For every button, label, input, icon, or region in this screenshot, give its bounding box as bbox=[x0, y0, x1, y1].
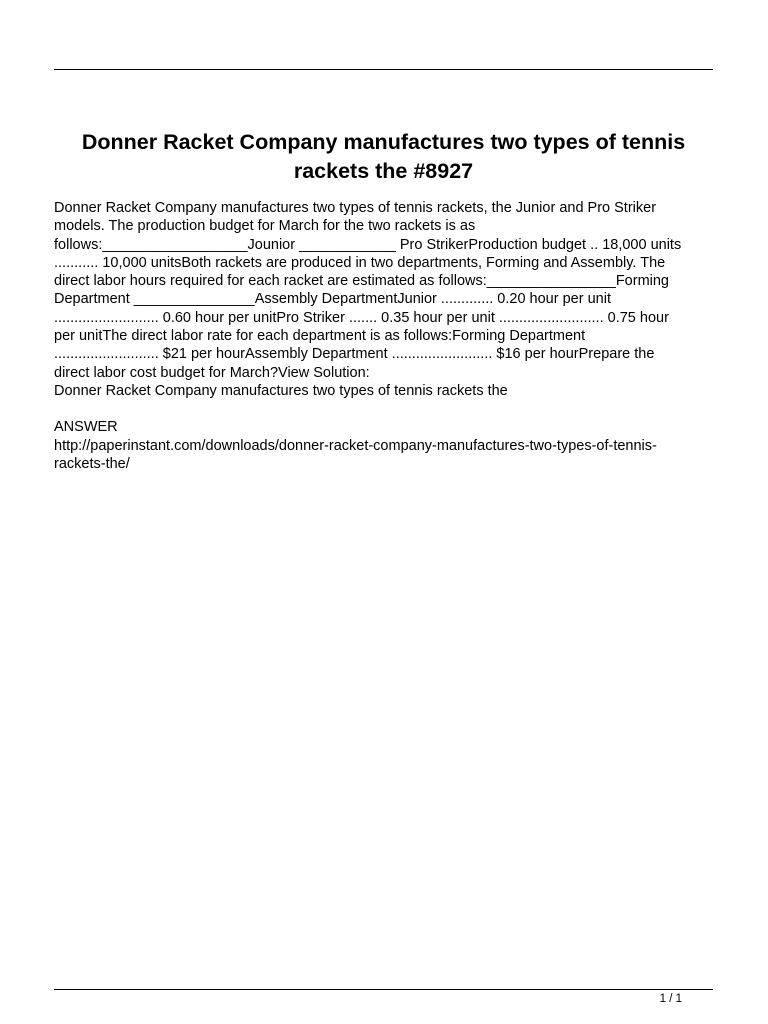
body-line: .......................... 0.60 hour per unitPro Striker ....... 0.35 hour per unit .......................... 0.75 hour bbox=[54, 309, 669, 326]
body-line: follows:__________________Jounior ____________ Pro StrikerProduction budget .. 18,000 units bbox=[54, 236, 682, 253]
body-line: models. The production budget for March for the two rackets is as bbox=[54, 218, 476, 235]
body-line: direct labor cost budget for March?View Solution: bbox=[54, 364, 370, 381]
body-line: ........... 10,000 unitsBoth rackets are produced in two departments, Forming and Assembly. The bbox=[54, 254, 666, 271]
body-line: per unitThe direct labor rate for each department is as follows:Forming Department bbox=[54, 328, 586, 345]
body-line: Department _______________Assembly DepartmentJunior ............. 0.20 hour per unit bbox=[54, 291, 611, 308]
body-line: Donner Racket Company manufactures two types of tennis rackets, the Junior and Pro Striker bbox=[54, 200, 657, 216]
body-line: direct labor hours required for each racket are estimated as follows:________________Forming bbox=[54, 273, 669, 290]
document-body bbox=[54, 199, 714, 473]
footer-rule bbox=[54, 989, 713, 990]
paragraph-gap bbox=[54, 400, 714, 418]
page-number: 1 / 1 bbox=[659, 993, 682, 1005]
body-line: .......................... $21 per hourAssembly Department ......................... $16 per hourPrepare the bbox=[54, 346, 655, 363]
document-title: Donner Racket Company manufactures two types of tennis rackets the #8927 bbox=[81, 130, 686, 183]
problem-text bbox=[54, 199, 714, 382]
summary-line: Donner Racket Company manufactures two types of tennis rackets the bbox=[54, 382, 508, 399]
answer-url-line[interactable]: http://paperinstant.com/downloads/donner-racket-company-manufactures-two-types-of-tennis- bbox=[54, 437, 657, 454]
answer-label: ANSWER bbox=[54, 419, 118, 436]
answer-url-line[interactable]: rackets-the/ bbox=[54, 455, 130, 472]
header-rule bbox=[54, 69, 713, 70]
answer-link[interactable] bbox=[54, 437, 714, 474]
